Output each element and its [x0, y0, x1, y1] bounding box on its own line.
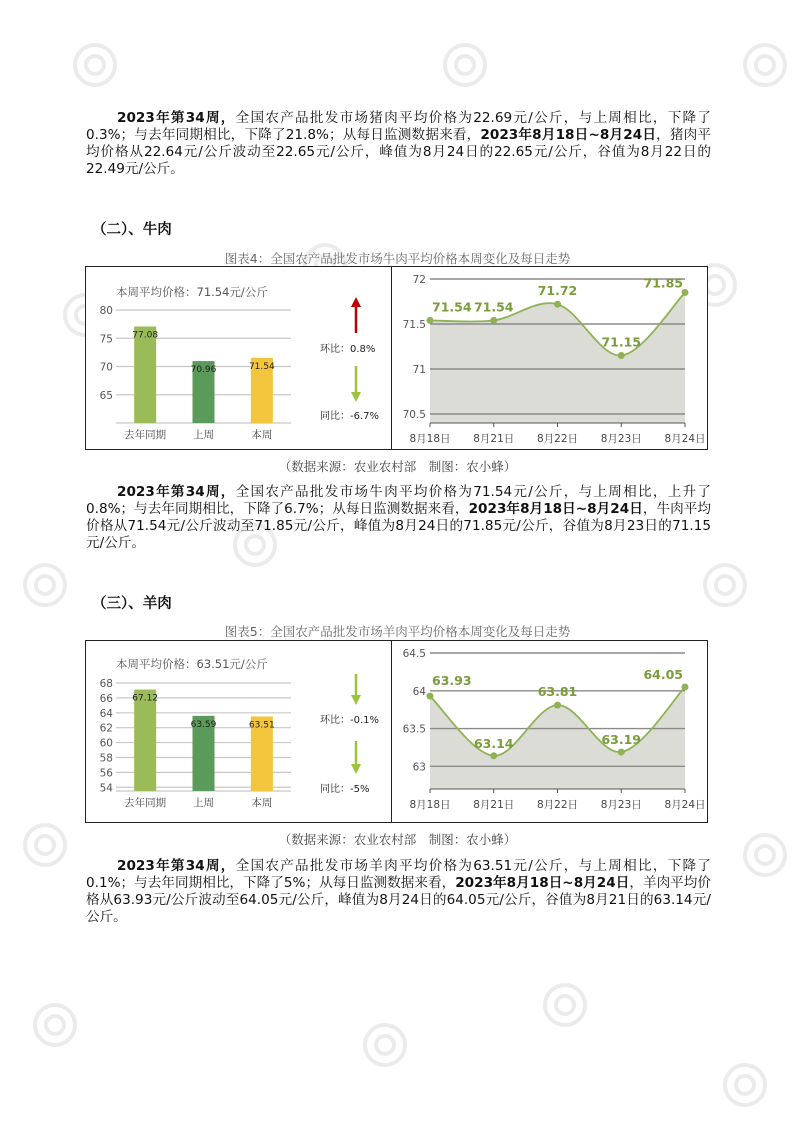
mutton-weekly-bar-chart: [86, 641, 391, 822]
pork-text-1: 全国农产品批发市场猪肉平均价格为22.69元/公斤，与上周相比，下降了0.3%；与去年同期相比，下降了21.8%；从每日监测数据来看，: [86, 110, 711, 143]
mutton-section-title: （三）、羊肉: [92, 596, 172, 612]
bar-data-label: 63.59: [190, 719, 217, 730]
watermark-logo: [540, 980, 590, 1034]
pork-lead: 2023年第34周，: [117, 110, 236, 126]
beef-lead: 2023年第34周，: [117, 484, 236, 500]
bar-chart-title: 本周平均价格：71.54元/公斤: [116, 285, 268, 299]
x-tick-label: 去年同期: [124, 797, 167, 809]
mutton-text-1: 全国农产品批发市场羊肉平均价格为63.51元/公斤，与上周相比，下降了0.1%；与去年同期相比，下降了5%；从每日监测数据来看，: [86, 858, 711, 891]
watermark-logo: [20, 560, 70, 614]
change-indicator-label: 环比：-0.1%: [320, 715, 380, 726]
x-tick-label: 8月23日: [600, 799, 642, 811]
beef-chart-box: [85, 266, 708, 450]
point-data-label: 71.54: [432, 299, 472, 315]
point-data-label: 71.54: [473, 299, 514, 315]
y-tick-label: 71: [412, 364, 426, 376]
x-tick-label: 上周: [193, 429, 214, 441]
x-tick-label: 本周: [251, 797, 273, 809]
point-data-label: 63.14: [473, 735, 514, 751]
data-point: [427, 693, 434, 700]
pork-text-2: ，猪肉平均价格从22.64元/公斤波动至22.65元/公斤，峰值为8月24日的22.65元/公斤，谷值为8月22日的22.49元/公斤。: [86, 127, 712, 177]
y-tick-label: 71.5: [402, 319, 426, 331]
x-tick-label: 8月21日: [473, 799, 515, 811]
y-tick-label: 65: [99, 389, 113, 402]
watermark-logo: [740, 40, 790, 94]
x-tick-label: 8月24日: [664, 433, 706, 445]
bar-data-label: 71.54: [248, 361, 275, 372]
bar: [132, 326, 159, 423]
data-point: [427, 317, 434, 324]
mutton-lead: 2023年第34周，: [117, 858, 236, 874]
pork-summary-paragraph: [86, 110, 711, 178]
y-tick-label: 66: [99, 692, 113, 705]
beef-weekly-bar-chart: [86, 267, 391, 449]
y-tick-label: 72: [412, 274, 426, 286]
point-data-label: 64.05: [643, 667, 683, 682]
point-data-label: 63.81: [537, 684, 578, 700]
watermark-logo: [700, 560, 750, 614]
bar-data-label: 63.51: [248, 720, 275, 731]
x-tick-label: 8月21日: [473, 433, 515, 445]
x-tick-label: 8月24日: [664, 799, 706, 811]
watermark-logo: [70, 40, 120, 94]
point-data-label: 71.72: [537, 283, 578, 299]
y-tick-label: 70.5: [402, 409, 426, 421]
x-tick-label: 8月18日: [409, 433, 451, 445]
mutton-figure-caption: 图表5：全国农产品批发市场羊肉平均价格本周变化及每日走势: [224, 624, 571, 639]
y-tick-label: 64.5: [402, 648, 426, 660]
watermark-logo: [30, 1000, 80, 1054]
point-data-label: 63.19: [601, 731, 642, 747]
y-tick-label: 60: [99, 737, 113, 750]
beef-date-range: 2023年8月18日~8月24日: [468, 501, 643, 517]
y-tick-label: 75: [99, 333, 113, 346]
y-tick-label: 68: [99, 678, 113, 690]
y-tick-label: 63: [412, 761, 426, 774]
chart-divider: [391, 267, 392, 449]
beef-daily-area-chart: [391, 267, 709, 449]
data-point: [618, 352, 625, 359]
x-tick-label: 8月18日: [409, 799, 451, 811]
y-tick-label: 64: [99, 707, 113, 720]
x-tick-label: 8月22日: [536, 799, 579, 811]
chart-divider: [391, 641, 392, 822]
change-arrow-up-icon: [351, 297, 361, 307]
data-point: [554, 301, 561, 308]
mutton-summary-paragraph: [86, 858, 711, 926]
beef-data-source: （数据来源：农业农村部 制图：农小蜂）: [278, 459, 517, 474]
watermark-logo: [740, 830, 790, 884]
data-point: [618, 748, 625, 755]
y-tick-label: 62: [99, 722, 113, 735]
pork-date-range: 2023年8月18日~8月24日: [480, 127, 657, 143]
change-arrow-down-icon: [351, 392, 361, 402]
bar: [132, 690, 159, 791]
change-arrow-down-icon: [351, 764, 361, 774]
watermark-logo: [440, 40, 490, 94]
beef-figure-caption: 图表4：全国农产品批发市场牛肉平均价格本周变化及每日走势: [224, 251, 571, 266]
x-tick-label: 8月23日: [600, 433, 642, 445]
beef-text-1: 全国农产品批发市场牛肉平均价格为71.54元/公斤，与上周相比，上升了0.8%；与去年同期相比，下降了6.7%；从每日监测数据来看，: [86, 484, 711, 517]
bar-data-label: 67.12: [132, 693, 159, 704]
watermark-logo: [360, 1020, 410, 1074]
change-arrow-down-icon: [351, 695, 361, 705]
mutton-chart-box: [85, 640, 708, 823]
mutton-daily-area-chart: [391, 641, 709, 822]
bar-data-label: 77.08: [132, 330, 159, 341]
change-indicator-label: 同比：-6.7%: [320, 411, 380, 422]
x-tick-label: 上周: [193, 797, 214, 809]
bar-data-label: 70.96: [190, 365, 217, 376]
beef-summary-paragraph: [86, 484, 711, 552]
bar-chart-title: 本周平均价格：63.51元/公斤: [116, 657, 268, 671]
data-point: [490, 752, 497, 759]
y-tick-label: 70: [99, 361, 113, 374]
x-tick-label: 8月22日: [536, 433, 579, 445]
mutton-date-range: 2023年8月18日~8月24日: [455, 875, 630, 891]
y-tick-label: 80: [99, 305, 113, 317]
change-indicator-label: 同比：-5%: [320, 784, 370, 795]
mutton-text-2: ，羊肉平均价格从63.93元/公斤波动至64.05元/公斤，峰值为8月24日的64.05元/公斤，谷值为8月21日的63.14元/公斤。: [86, 875, 712, 925]
x-tick-label: 本周: [251, 429, 273, 441]
point-data-label: 71.85: [643, 275, 683, 291]
x-tick-label: 去年同期: [124, 429, 167, 441]
watermark-logo: [720, 1060, 770, 1114]
mutton-data-source: （数据来源：农业农村部 制图：农小蜂）: [278, 832, 517, 847]
data-point: [554, 702, 561, 709]
data-point: [490, 317, 497, 324]
data-point: [682, 684, 689, 691]
y-tick-label: 58: [99, 752, 113, 765]
point-data-label: 71.15: [601, 334, 642, 350]
y-tick-label: 63.5: [402, 723, 426, 736]
y-tick-label: 56: [99, 767, 113, 780]
y-tick-label: 54: [99, 782, 113, 795]
change-indicator-label: 环比：0.8%: [320, 344, 376, 355]
beef-section-title: （二）、牛肉: [92, 222, 172, 238]
beef-text-2: ，牛肉平均价格从71.54元/公斤波动至71.85元/公斤，峰值为8月24日的71.85元/公斤，谷值为8月23日的71.15元/公斤。: [86, 501, 711, 551]
watermark-logo: [20, 820, 70, 874]
point-data-label: 63.93: [432, 673, 472, 689]
y-tick-label: 64: [412, 685, 426, 698]
